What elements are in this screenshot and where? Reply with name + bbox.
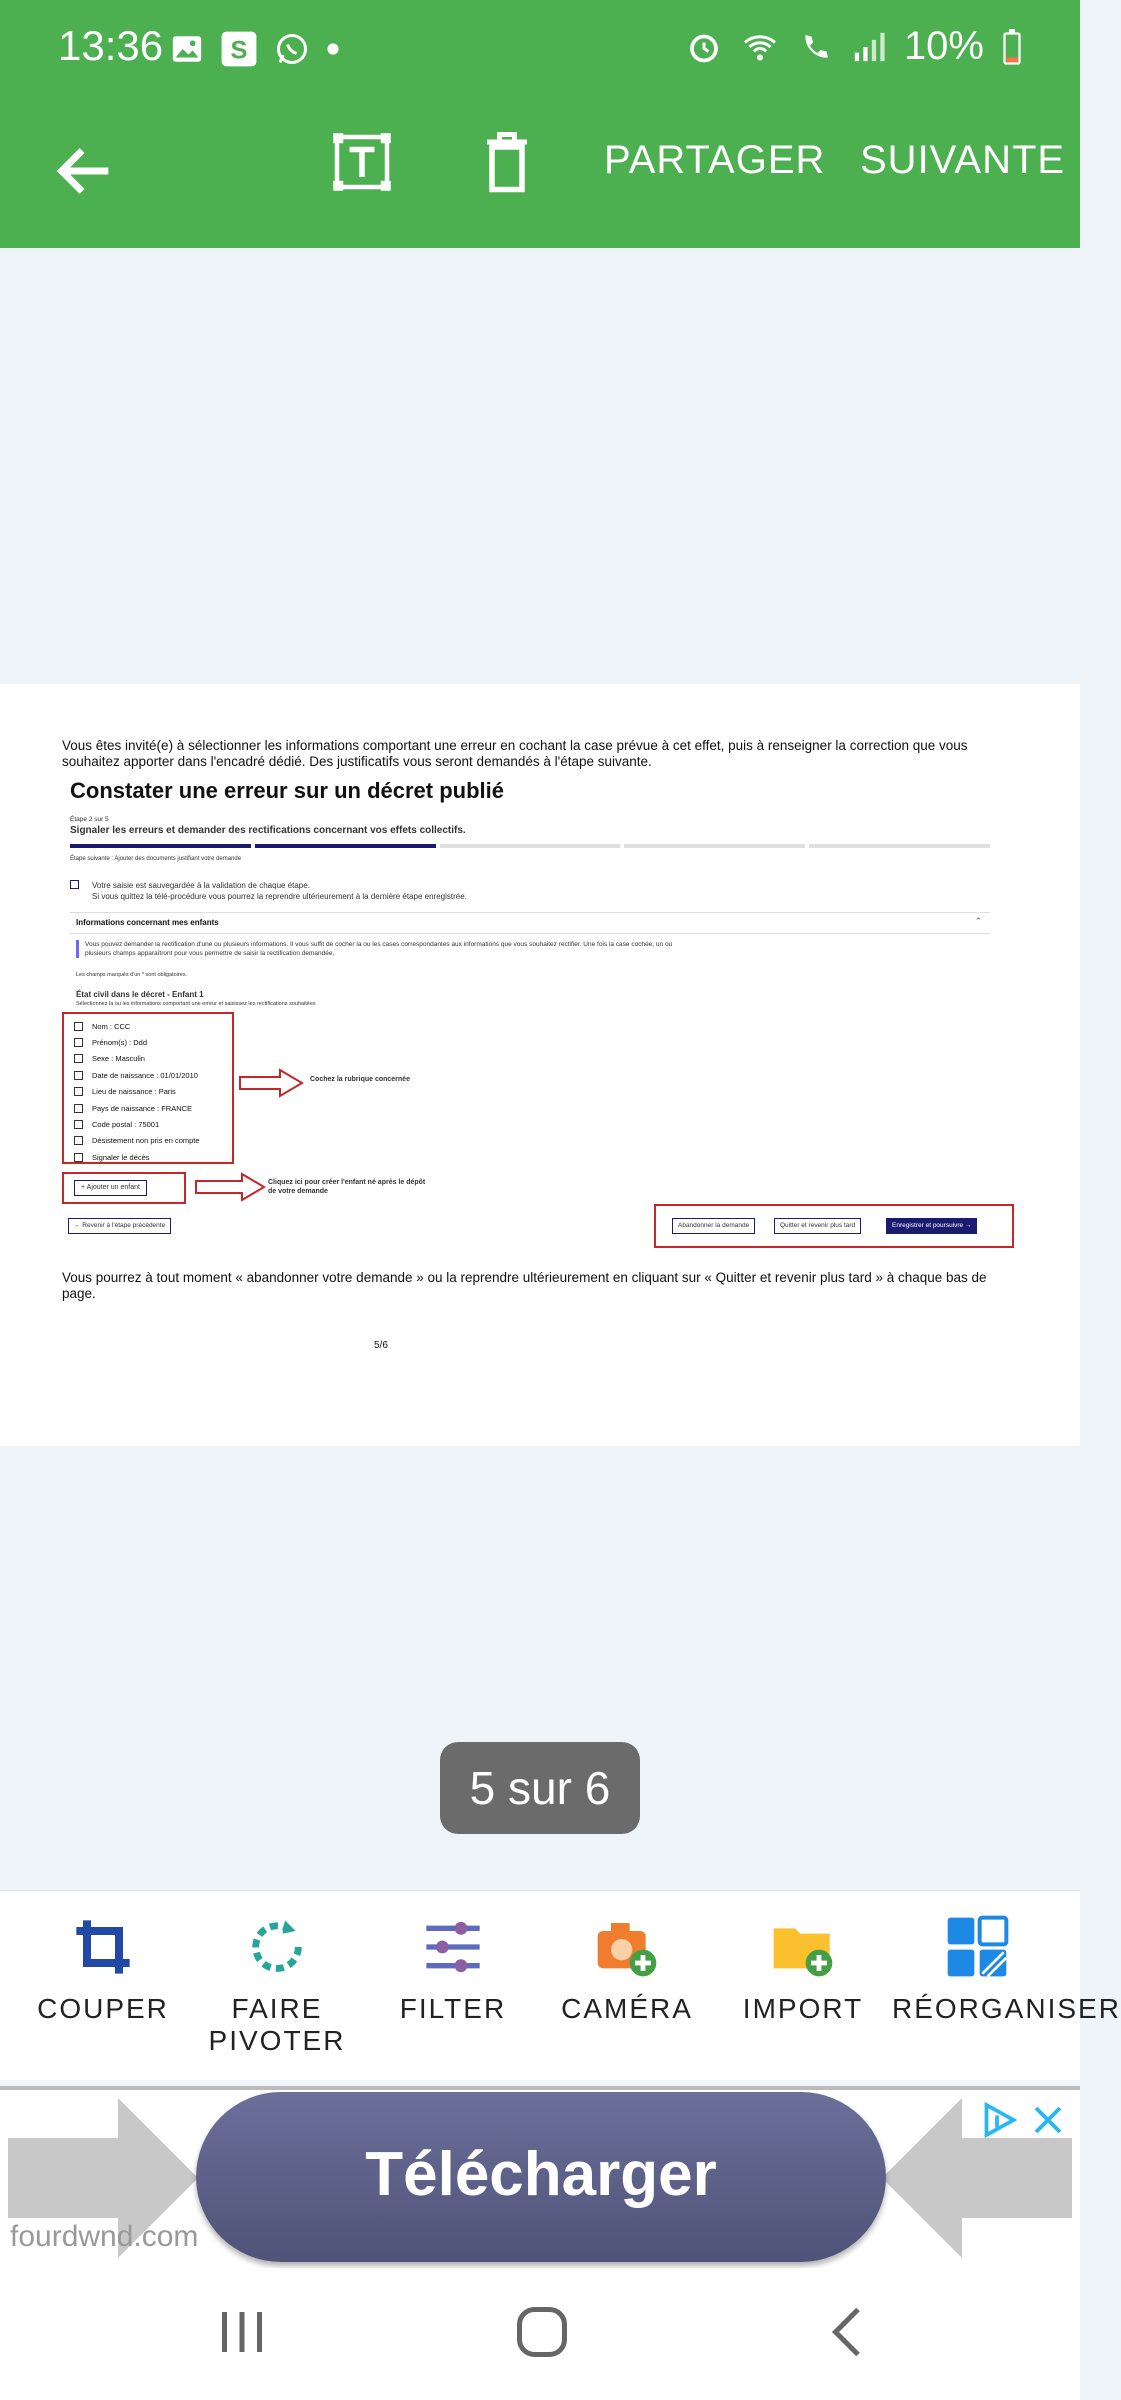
svg-text:S: S [230, 36, 248, 65]
dot-icon [326, 42, 340, 56]
doc-check-row: Nom : CCC [74, 1018, 232, 1034]
delete-icon[interactable] [484, 132, 530, 192]
camera-icon [595, 1915, 659, 1979]
doc-check-row: Prénom(s) : Ddd [74, 1034, 232, 1050]
rotate-icon [245, 1915, 309, 1979]
doc-check-row: Lieu de naissance : Paris [74, 1084, 232, 1100]
recent-apps-icon[interactable] [212, 2302, 272, 2362]
add-child-highlight [62, 1172, 186, 1204]
doc-intro-text: Vous êtes invité(e) à sélectionner les informations comportant une erreur en cochant la case prévue à cet effet, puis à renseigner la correction que vous souhaitez apporter dans l'encadré dédié. Des justificatifs vous seront demandés à l'étape suivante. [62, 738, 968, 769]
doc-next-step: Étape suivante : Ajouter des documents justifiant votre demande [70, 856, 242, 862]
doc-save-info: Votre saisie est sauvegardée à la validation de chaque étape. Si vous quittez la télé-procédure vous pourrez la reprendre ultérieurement à la dernière étape enregistrée. [92, 881, 467, 901]
status-bar [0, 0, 1080, 96]
bottom-toolbar [0, 1890, 1121, 2080]
doc-check-row: Signaler le décès [74, 1149, 232, 1165]
reorganize-button[interactable]: RÉORGANISER [892, 1915, 1062, 2025]
wifi-call-icon [798, 29, 834, 65]
doc-check-row: Pays de naissance : FRANCE [74, 1100, 232, 1116]
ad-download-button[interactable]: Télécharger [196, 2092, 886, 2262]
signal-icon [852, 30, 886, 64]
text-tool-icon[interactable] [332, 132, 392, 192]
whatsapp-icon [274, 31, 310, 67]
doc-section-bar: Informations concernant mes enfants ⌃ [70, 912, 990, 934]
doc-civil-title: État civil dans le décret - Enfant 1 [76, 990, 204, 999]
doc-arrow2-annotation: Cliquez ici pour créer l'enfant né après le dépôt de votre demande [268, 1179, 426, 1195]
ad-close-icon[interactable] [1030, 2102, 1066, 2138]
wifi-icon [740, 29, 780, 65]
doc-help-box: Vous pouvez demander la rectification d'une ou plusieurs informations. Il vous suffit de cocher la ou les cases correspondantes aux informations que vous souhaitez rectifier. Une fois la case cochée, un ou plusieurs champs apparaîtront pour vous permettre de saisir la rectification demandée. [76, 940, 676, 958]
adchoices-icon[interactable] [982, 2102, 1018, 2138]
system-nav-bar [0, 2268, 1080, 2400]
gallery-icon [170, 32, 204, 66]
doc-checklist-highlight [62, 1012, 234, 1164]
doc-quit-button: Quitter et revenir plus tard [774, 1218, 861, 1234]
alarm-icon [686, 29, 722, 65]
camera-button[interactable]: CAMÉRA [542, 1915, 712, 2025]
back-nav-icon[interactable] [818, 2302, 878, 2362]
doc-check-row: Désistement non pris en compte [74, 1133, 232, 1149]
app-bar [0, 96, 1080, 248]
doc-check-row: Sexe : Masculin [74, 1051, 232, 1067]
doc-check-row: Code postal : 75001 [74, 1116, 232, 1132]
doc-required-note: Les champs marqués d'un * sont obligatoires. [76, 972, 188, 978]
actions-highlight [654, 1204, 1014, 1248]
red-arrow-icon [238, 1068, 304, 1098]
crop-button[interactable]: COUPER [18, 1915, 188, 2025]
reorganize-icon [945, 1915, 1009, 1979]
doc-step-title: Signaler les erreurs et demander des rectifications concernant vos effets collectifs. [70, 825, 466, 836]
ad-banner[interactable] [0, 2086, 1080, 2268]
doc-back-step-button: ← Revenir à l'étape précédente [68, 1218, 171, 1234]
red-arrow-icon [194, 1172, 266, 1202]
filter-icon [421, 1915, 485, 1979]
page-indicator: 5 sur 6 [440, 1742, 640, 1834]
battery-icon [1002, 29, 1022, 65]
import-folder-icon [771, 1915, 835, 1979]
next-button[interactable]: SUIVANTE [860, 138, 1066, 182]
doc-arrow1-annotation: Cochez la rubrique concernée [310, 1076, 410, 1083]
doc-progress-bar [70, 844, 990, 848]
doc-check-row: Date de naissance : 01/01/2010 [74, 1067, 232, 1083]
ad-watermark: fourdwnd.com [10, 2220, 199, 2253]
status-time: 13:36 [58, 22, 164, 69]
home-icon[interactable] [512, 2302, 572, 2362]
back-arrow-icon[interactable] [50, 136, 120, 206]
doc-outro-text: Vous pourrez à tout moment « abandonner votre demande » ou la reprendre ultérieurement en cliquant sur « Quitter et revenir plus tard » à chaque bas de page. [62, 1270, 987, 1301]
document-page[interactable] [0, 684, 1080, 1446]
battery-percent: 10% [903, 24, 984, 68]
filter-button[interactable]: FILTER [368, 1915, 538, 2025]
doc-step-label: Étape 2 sur 5 [70, 816, 109, 823]
doc-civil-sub: Sélectionnez la ou les informations comportant une erreur et saisissez les rectifications souhaitées [76, 1001, 316, 1007]
doc-add-child-button: + Ajouter un enfant [74, 1180, 147, 1196]
doc-abandon-button: Abandonner la demande [672, 1218, 755, 1234]
crop-icon [71, 1915, 135, 1979]
doc-save-continue-button: Enregistrer et poursuivre → [886, 1218, 977, 1234]
s-app-icon [220, 30, 258, 68]
save-info-icon [70, 880, 79, 889]
doc-title: Constater une erreur sur un décret publié [70, 778, 504, 803]
share-button[interactable]: PARTAGER [604, 138, 826, 182]
doc-page-number: 5/6 [374, 1340, 388, 1351]
import-button[interactable]: IMPORT [718, 1915, 888, 2025]
rotate-button[interactable]: FAIRE PIVOTER [192, 1915, 362, 2057]
collapse-icon: ⌃ [974, 916, 982, 926]
